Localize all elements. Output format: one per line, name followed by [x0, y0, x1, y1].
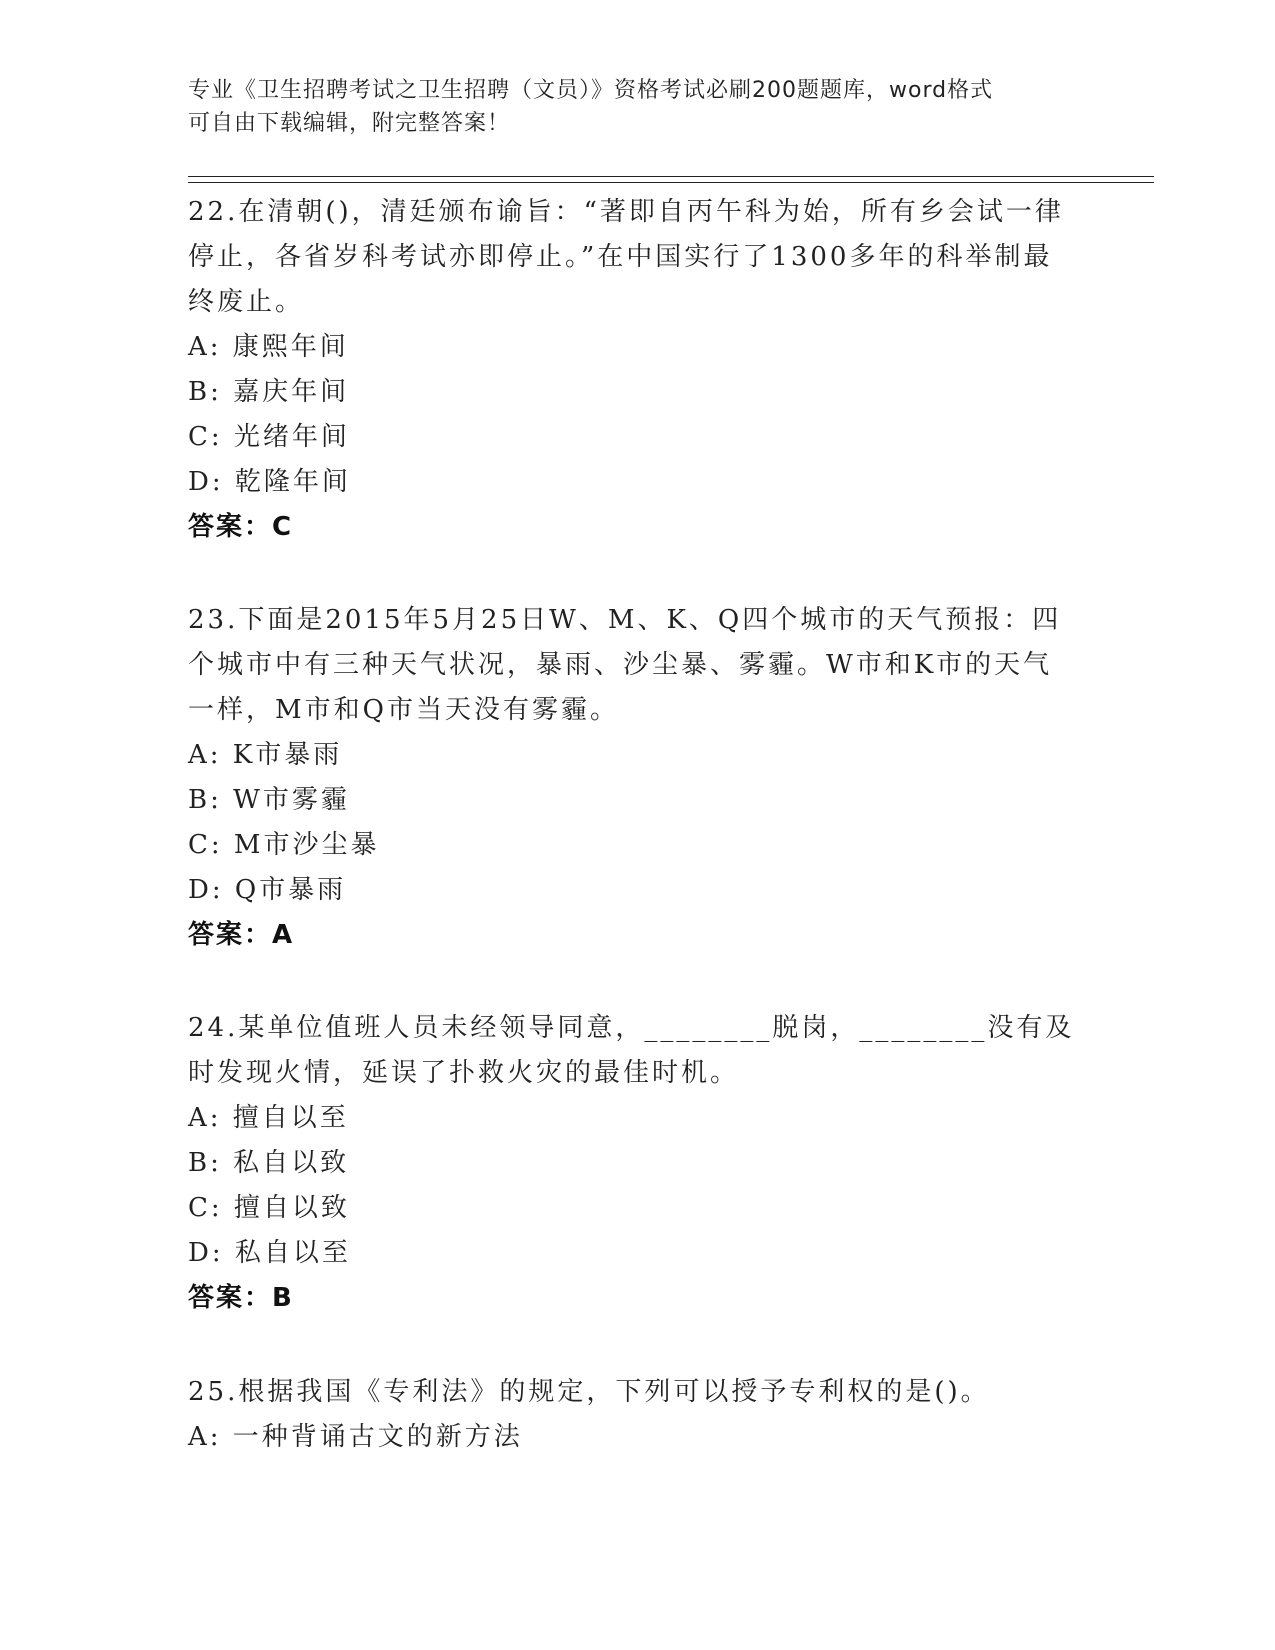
answer-line: 答案：B [188, 1283, 294, 1313]
option-b: B: 嘉庆年间 [188, 377, 350, 407]
option-c: C: M市沙尘暴 [188, 830, 380, 860]
option-b: B: 私自以致 [188, 1148, 350, 1178]
option-a: A: 一种背诵古文的新方法 [188, 1422, 523, 1452]
header-divider-bottom [188, 182, 1154, 183]
answer-line: 答案：A [188, 920, 295, 950]
option-a: A: 擅自以至 [188, 1103, 349, 1133]
option-d: D: 私自以至 [188, 1238, 351, 1268]
option-a: A: K市暴雨 [188, 740, 343, 770]
question-22 [188, 190, 1078, 550]
question-stem: 22.在清朝()，清廷颁布谕旨：“著即自丙午科为始，所有乡会试一律停止，各省岁科考试亦即停止。”在中国实行了1300多年的科举制最终废止。 [188, 197, 1064, 317]
question-24 [188, 1006, 1078, 1321]
question-stem: 23.下面是2015年5月25日W、M、K、Q四个城市的天气预报：四个城市中有三种天气状况，暴雨、沙尘暴、雾霾。W市和K市的天气一样，M市和Q市当天没有雾霾。 [188, 605, 1062, 725]
option-d: D: 乾隆年间 [188, 467, 351, 497]
header-divider-top [188, 176, 1154, 177]
header-line-1: 专业《卫生招聘考试之卫生招聘（文员）》资格考试必刷200题题库，word格式 [188, 78, 994, 103]
header-line-2: 可自由下载编辑，附完整答案！ [188, 111, 511, 136]
option-c: C: 光绪年间 [188, 422, 350, 452]
question-stem: 24.某单位值班人员未经领导同意，________脱岗，________没有及时发现火情，延误了扑救火灾的最佳时机。 [188, 1013, 1075, 1088]
question-stem: 25.根据我国《专利法》的规定，下列可以授予专利权的是()。 [188, 1377, 990, 1407]
question-23 [188, 598, 1078, 958]
answer-line: 答案：C [188, 512, 294, 542]
option-d: D: Q市暴雨 [188, 875, 347, 905]
option-b: B: W市雾霾 [188, 785, 350, 815]
option-c: C: 擅自以致 [188, 1193, 350, 1223]
document-header [188, 74, 1088, 140]
option-a: A: 康熙年间 [188, 332, 349, 362]
question-25 [188, 1370, 1078, 1460]
